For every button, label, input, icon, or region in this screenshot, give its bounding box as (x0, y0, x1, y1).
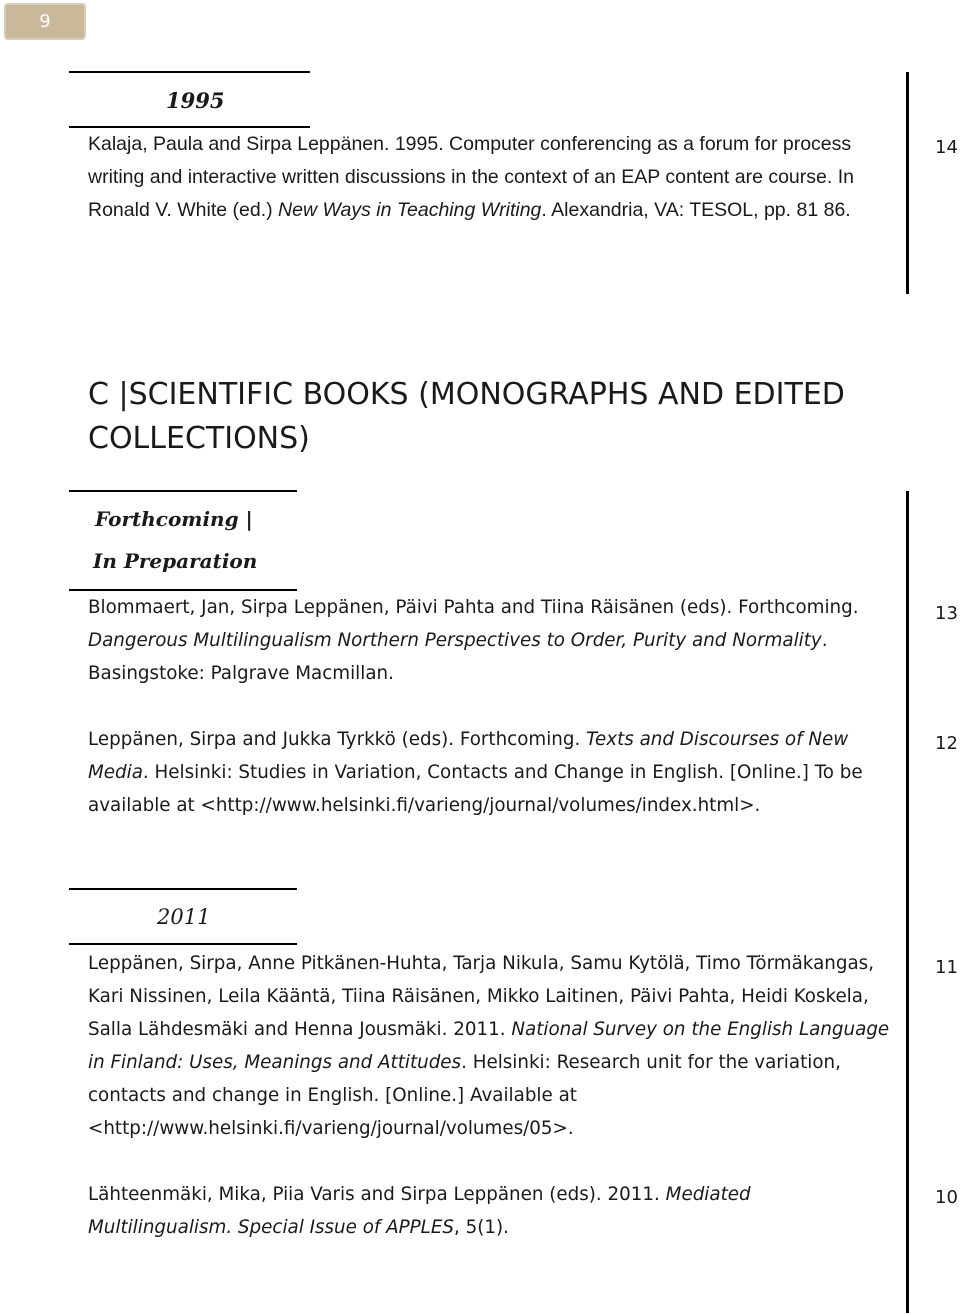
year-heading-2011: 2011 (157, 905, 211, 929)
margin-bar (906, 491, 909, 1313)
reference-authors: Lähteenmäki, Mika, Piia Varis and Sirpa Leppänen (eds). 2011. (88, 1184, 666, 1205)
divider-rule (69, 71, 310, 73)
subheading-in-preparation: In Preparation (93, 549, 258, 573)
divider-rule (69, 490, 297, 492)
entry-number: 10 (935, 1187, 958, 1208)
year-heading-1995: 1995 (166, 88, 225, 113)
reference-title: Texts and Discourses of New Media (88, 729, 849, 783)
reference-authors: Leppänen, Sirpa and Jukka Tyrkkö (eds). Forthcoming. (88, 729, 587, 750)
divider-rule (69, 943, 297, 945)
section-title: C |SCIENTIFIC BOOKS (MONOGRAPHS AND EDITED COLLECTIONS) (88, 377, 845, 456)
reference-publisher: . Alexandria, VA: TESOL, pp. 81 86. (541, 199, 851, 221)
divider-rule (69, 888, 297, 890)
entry-number: 13 (935, 603, 958, 624)
reference-title: Dangerous Multilingualism Northern Perspectives to Order, Purity and Normality (88, 630, 822, 651)
reference-authors: Kalaja, Paula and Sirpa Leppänen. 1995. Computer conferencing as a forum for process writing and interactive written discussions in the context of an EAP content are course. In Ronald V. White (ed.) (88, 133, 854, 221)
reference-entry-10 (88, 1178, 894, 1244)
entry-number: 14 (935, 137, 958, 158)
subheading-forthcoming: Forthcoming | (95, 507, 253, 531)
reference-title: National Survey on the English Language in Finland: Uses, Meanings and Attitudes (88, 1019, 890, 1073)
reference-title: Mediated Multilingualism. Special Issue of APPLES (88, 1184, 751, 1238)
page-number-badge: 9 (4, 3, 86, 40)
reference-entry-12 (88, 723, 894, 822)
reference-entry-14 (88, 128, 894, 227)
entry-number: 11 (935, 957, 958, 978)
reference-entry-11 (88, 947, 894, 1145)
reference-authors: Leppänen, Sirpa, Anne Pitkänen-Huhta, Tarja Nikula, Samu Kytölä, Timo Törmäkangas, Kari Nissinen, Leila Kääntä, Tiina Räisänen, Mikko Laitinen, Päivi Pahta, Heidi Koskela, Salla Lähdesmäki and Henna Jousmäki. 2011. (88, 953, 875, 1040)
reference-publisher: . Helsinki: Research unit for the variation, contacts and change in English. [Online.] Available at <http://www.helsinki.fi/varieng/journal/volumes/05>. (88, 1052, 841, 1139)
margin-bar (906, 72, 909, 294)
reference-publisher: , 5(1). (454, 1217, 509, 1238)
reference-title: New Ways in Teaching Writing (278, 199, 542, 221)
reference-publisher: . Basingstoke: Palgrave Macmillan. (88, 630, 828, 684)
reference-publisher: . Helsinki: Studies in Variation, Contacts and Change in English. [Online.] To be available at <http://www.helsinki.fi/varieng/journal/volumes/index.html>. (88, 762, 863, 816)
reference-authors: Blommaert, Jan, Sirpa Leppänen, Päivi Pahta and Tiina Räisänen (eds). Forthcoming. (88, 597, 859, 618)
entry-number: 12 (935, 733, 958, 754)
reference-entry-13 (88, 591, 894, 690)
